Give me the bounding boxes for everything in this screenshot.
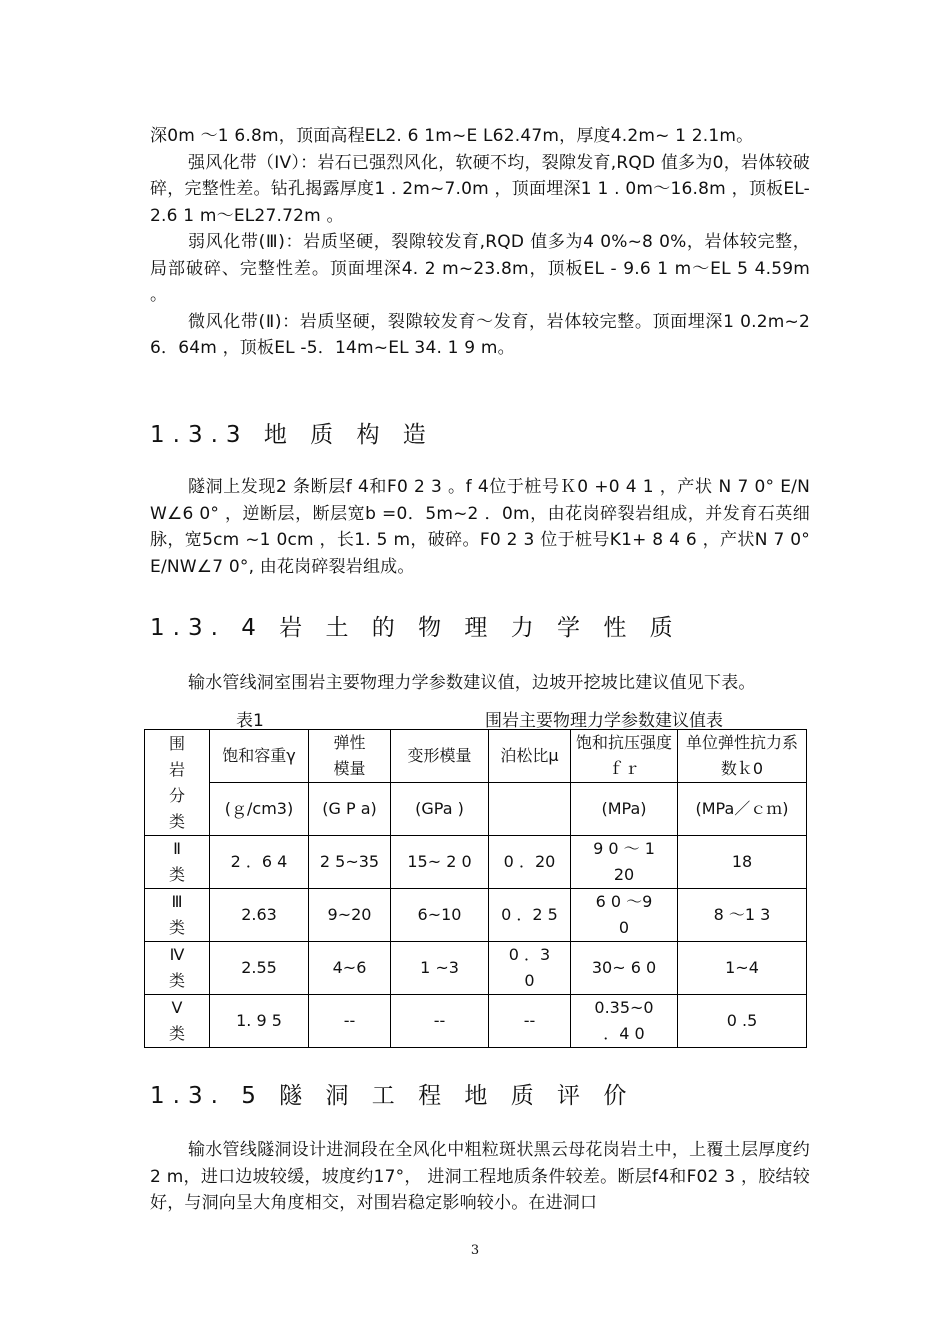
table-cell: -- <box>489 995 571 1048</box>
heading: 1.3.3 地 质 构 造 <box>150 422 434 448</box>
table-caption-number: 表1 <box>236 711 264 731</box>
paragraph: 隧洞上发现2 条断层f 4和F0 2 3 。f 4位于桩号Ｋ0 +0 4 1 ，产状 N 7 0° E/NW∠6 0° ，逆断层，断层宽b =0．5m~2 ．0m，由花岗碎裂岩组成，并发育石英细脉，宽5cm ~1 0cm ，长1. 5 m，破碎。F0 2 3 位于桩号K1+ 8 4 6 ，产状N 7 0°E/NW∠7 0°, 由花岗碎裂岩组成。 <box>150 477 810 577</box>
unit-cell: (MPa／ｃｍ) <box>678 783 807 836</box>
section-heading-1-3-4 <box>150 609 810 642</box>
table-cell: 1 ~3 <box>391 942 489 995</box>
header-cell: 泊松比μ <box>489 730 571 783</box>
header-cell: 单位弹性抗力系数ｋ0 <box>678 730 807 783</box>
row-header-label: 围岩分类 <box>168 733 185 831</box>
section-heading-1-3-5 <box>150 1077 810 1110</box>
table-cell: 6~10 <box>391 889 489 942</box>
class-cell: Ⅱ类 <box>145 836 210 889</box>
paragraph: 输水管线隧洞设计进洞段在全风化中粗粒斑状黑云母花岗岩土中，上覆土层厚度约2 m，进口边坡较缓，坡度约17°， 进洞工程地质条件较差。断层f4和F02 3 ，胶结较好，与洞向呈大角度相交，对围岩稳定影响较小。在进洞口 <box>150 1140 810 1213</box>
table-cell: 0.35~0 ．4 0 <box>571 995 678 1048</box>
table-cell: 6 0 ～9 0 <box>571 889 678 942</box>
table-cell: 2 5~35 <box>309 836 391 889</box>
unit-cell: (ｇ/cm3) <box>210 783 309 836</box>
table-cell: 2.63 <box>210 889 309 942</box>
table-cell: 9 0 ～ 120 <box>571 836 678 889</box>
paragraph: 微风化带(Ⅱ)：岩质坚硬，裂隙较发育～发育，岩体较完整。顶面埋深1 0.2m~26．64m ，顶板EL -5．14m~EL 34. 1 9 m。 <box>150 311 810 358</box>
table-cell: -- <box>391 995 489 1048</box>
table-cell: 9~20 <box>309 889 391 942</box>
table-cell: 2 ．6 4 <box>210 836 309 889</box>
heading: 1.3. 5 隧 洞 工 程 地 质 评 价 <box>150 1083 635 1109</box>
class-cell: Ⅲ类 <box>145 889 210 942</box>
class-cell: Ⅳ类 <box>145 942 210 995</box>
table-cell: 0 ．3 0 <box>489 942 571 995</box>
rock-parameters-table <box>144 729 807 1048</box>
weathering-zones-text <box>150 123 810 362</box>
table-units-row <box>145 783 807 836</box>
page-number: 3 <box>470 1243 480 1258</box>
table-cell: 15~ 2 0 <box>391 836 489 889</box>
table-cell: 0 ．20 <box>489 836 571 889</box>
header-cell: 饱和容重γ <box>210 730 309 783</box>
table-cell: -- <box>309 995 391 1048</box>
header-cell: 饱和抗压强度ｆｒ <box>571 730 678 783</box>
table-row <box>145 889 807 942</box>
section-heading-1-3-3 <box>150 416 810 449</box>
heading: 1.3. 4 岩 土 的 物 理 力 学 性 质 <box>150 615 681 641</box>
paragraph: 输水管线洞室围岩主要物理力学参数建议值，边坡开挖坡比建议值见下表。 <box>188 673 756 693</box>
table-cell: 1. 9 5 <box>210 995 309 1048</box>
table-cell: 8 ～1 3 <box>678 889 807 942</box>
paragraph: 强风化带（IV）：岩石已强烈风化，软硬不均，裂隙发育,RQD 值多为0，岩体较破碎，完整性差。钻孔揭露厚度1 . 2m~7.0m ，顶面埋深1 1 . 0m～16.8m ，顶板EL- 2.6 1 m～EL27.72m 。 <box>150 152 810 226</box>
header-cell: 变形模量 <box>391 730 489 783</box>
unit-cell: (G P a) <box>309 783 391 836</box>
table-row <box>145 995 807 1048</box>
table-intro <box>150 670 810 697</box>
paragraph: 弱风化带(Ⅲ)：岩质坚硬，裂隙较发育,RQD 值多为4 0%~8 0%，岩体较完整，局部破碎、完整性差。顶面埋深4. 2 m~23.8m，顶板EL - 9.6 1 m～EL 5 4.59m 。 <box>150 232 810 305</box>
table-caption-title: 围岩主要物理力学参数建议值表 <box>485 711 723 731</box>
unit-cell: (MPa) <box>571 783 678 836</box>
table-cell: 0 ．2 5 <box>489 889 571 942</box>
table-cell: 4~6 <box>309 942 391 995</box>
unit-cell: (GPa ) <box>391 783 489 836</box>
class-cell: Ⅴ类 <box>145 995 210 1048</box>
table-cell: 1~4 <box>678 942 807 995</box>
table-cell: 0 .5 <box>678 995 807 1048</box>
unit-cell <box>489 783 571 836</box>
table-cell: 2.55 <box>210 942 309 995</box>
table-cell: 18 <box>678 836 807 889</box>
table-cell: 30~ 6 0 <box>571 942 678 995</box>
paragraph: 深0m ～1 6.8m，顶面高程EL2. 6 1m~E L62.47m，厚度4.2m~ 1 2.1m。 <box>150 126 754 146</box>
table-header-row <box>145 730 807 783</box>
fault-description <box>150 474 810 580</box>
table-row <box>145 836 807 889</box>
tunnel-evaluation-text <box>150 1137 810 1217</box>
table-row <box>145 942 807 995</box>
row-header-cell <box>145 730 210 836</box>
header-cell: 弹性模量 <box>309 730 391 783</box>
